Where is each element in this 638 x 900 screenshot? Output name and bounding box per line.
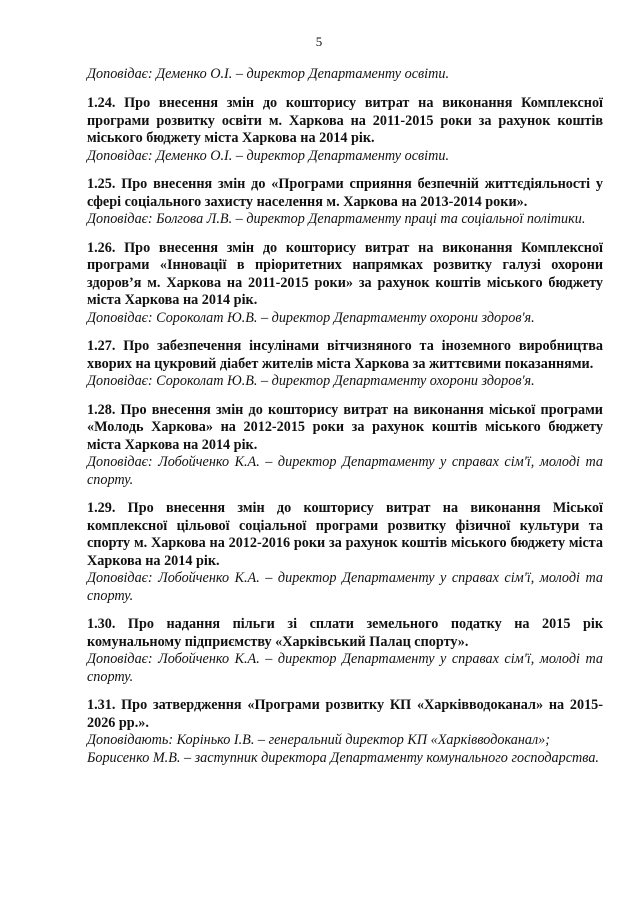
agenda-item-1-26 bbox=[87, 240, 603, 328]
agenda-item-second-speaker: Борисенко М.В. – заступник директора Департаменту комунального господарства. bbox=[87, 749, 599, 766]
agenda-item-speaker: Доповідає: Лобойченко К.А. – директор Департаменту у справах сім'ї, молоді та спорту. bbox=[87, 651, 603, 685]
page-number: 5 bbox=[315, 34, 323, 49]
agenda-item-title: 1.27. Про забезпечення інсулінами вітчизняного та іноземного виробництва хворих на цукровий діабет жителів міста Харкова за життєвими показаннями. bbox=[87, 338, 603, 372]
agenda-item-1-28 bbox=[87, 402, 603, 490]
agenda-item-1-29 bbox=[87, 500, 603, 605]
agenda-content bbox=[87, 66, 603, 778]
agenda-item-title: 1.29. Про внесення змін до кошторису витрат на виконання Міської комплексної цільової соціальної програми розвитку фізичної культури та спорту м. Харкова на 2012-2016 роки за рахунок коштів міського бюджету міста Харкова на 2014 рік. bbox=[87, 500, 603, 569]
agenda-item-title: 1.28. Про внесення змін до кошторису витрат на виконання міської програми «Молодь Харкова» на 2012-2015 роки за рахунок коштів міського бюджету міста Харкова на 2014 рік. bbox=[87, 401, 603, 453]
agenda-item-speaker: Доповідає: Сороколат Ю.В. – директор Департаменту охорони здоров'я. bbox=[87, 373, 535, 389]
agenda-item-speaker: Доповідає: Деменко О.І. – директор Департаменту освіти. bbox=[87, 147, 450, 164]
agenda-item-1-30 bbox=[87, 616, 603, 686]
agenda-item-title: 1.26. Про внесення змін до кошторису витрат на виконання Комплексної програми «Інновації в пріоритетних напрямках розвитку галузі охорони здоров’я м. Харкова на 2011-2015 роки» за рахунок коштів міського бюджету міста Харкова на 2014 рік. bbox=[87, 239, 603, 308]
agenda-item-1-31 bbox=[87, 697, 603, 767]
agenda-item-speaker: Доповідає: Болгова Л.В. – директор Департаменту праці та соціальної політики. bbox=[87, 211, 586, 227]
agenda-item-title: 1.24. Про внесення змін до кошторису витрат на виконання Комплексної програми розвитку освіти м. Харкова на 2011-2015 роки за рахунок коштів міського бюджету міста Харкова на 2014 рік. bbox=[87, 95, 603, 146]
agenda-item-title: 1.30. Про надання пільги зі сплати земельного податку на 2015 рік комунальному підприємству «Харківський Палац спорту». bbox=[87, 616, 603, 650]
agenda-item-speaker: Доповідають: Корінько І.В. – генеральний директор КП «Харківводоканал»; bbox=[87, 732, 550, 748]
intro-speaker: Доповідає: Деменко О.І. – директор Департаменту освіти. bbox=[87, 66, 450, 82]
agenda-item-title: 1.31. Про затвердження «Програми розвитку КП «Харківводоканал» на 2015-2026 рр.». bbox=[87, 697, 603, 731]
agenda-item-speaker: Доповідає: Лобойченко К.А. – директор Департаменту у справах сім'ї, молоді та спорту. bbox=[87, 454, 603, 488]
agenda-item-1-27 bbox=[87, 338, 603, 391]
agenda-item-speaker: Доповідає: Лобойченко К.А. – директор Департаменту у справах сім'ї, молоді та спорту. bbox=[87, 570, 603, 604]
agenda-item-1-25 bbox=[87, 176, 603, 229]
agenda-item-title: 1.25. Про внесення змін до «Програми сприяння безпечній життєдіяльності у сфері соціального захисту населення м. Харкова на 2013-2014 роки». bbox=[87, 176, 603, 210]
agenda-item-speaker: Доповідає: Сороколат Ю.В. – директор Департаменту охорони здоров'я. bbox=[87, 309, 535, 326]
agenda-item-1-24 bbox=[87, 95, 603, 165]
